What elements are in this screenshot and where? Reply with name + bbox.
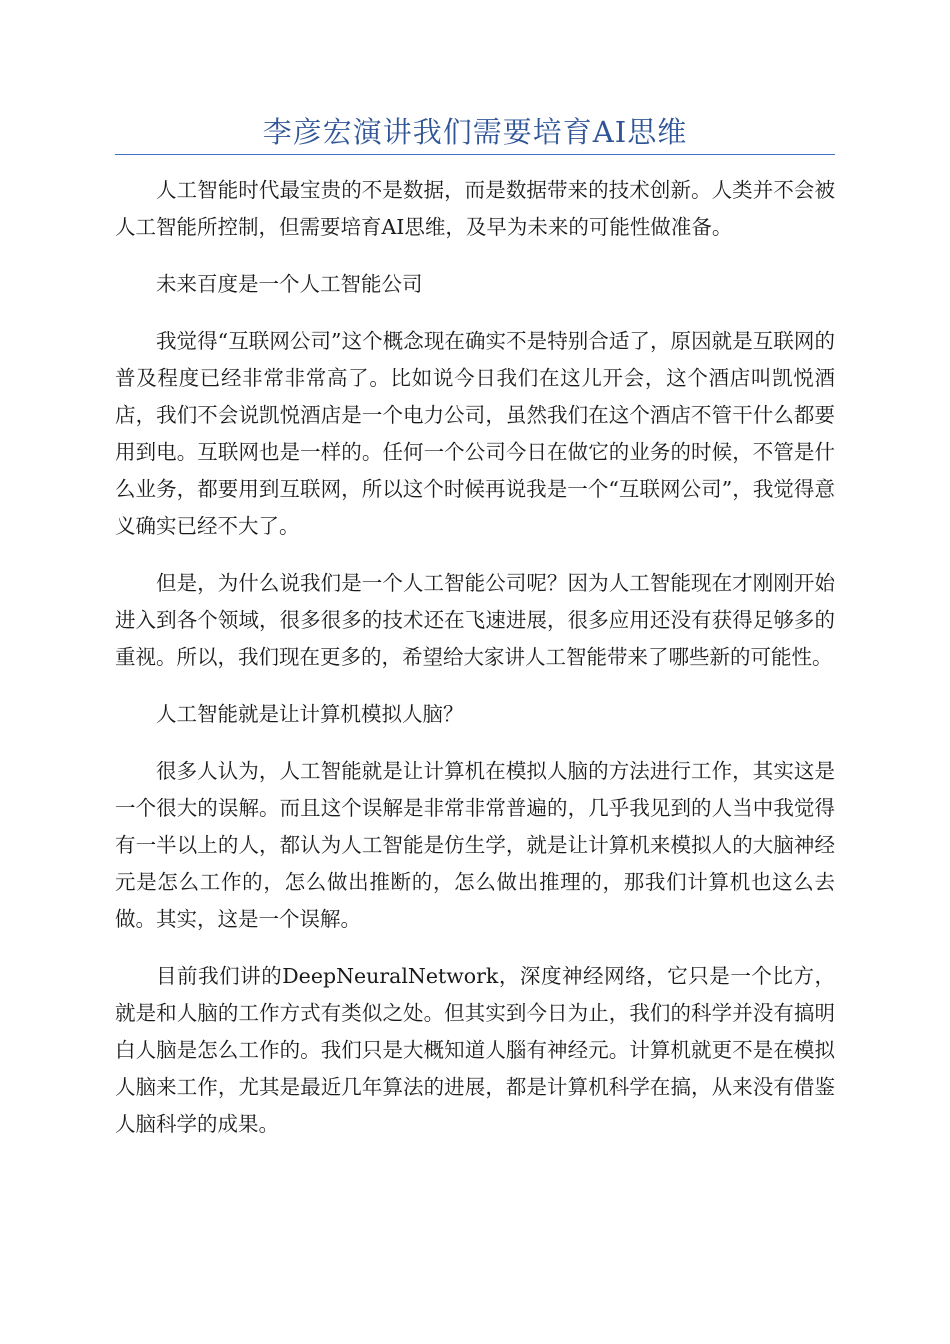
- section-heading-baidu: 未来百度是一个人工智能公司: [156, 272, 423, 296]
- paragraph-deep-neural-network: 目前我们讲的DeepNeuralNetwork，深度神经网络，它只是一个比方，就是和人脑的工作方式有类似之处。但其实到今日为止，我们的科学并没有搞明白人脑是怎么工作的。我们只是大概知道人腦有神经元。计算机就更不是在模拟人脑来工作，尤其是最近几年算法的进展，都是计算机科学在搞，从来没有借鉴人脑科学的成果。: [115, 964, 835, 1136]
- document-body: [115, 172, 835, 1143]
- paragraph-ai-company: 但是，为什么说我们是一个人工智能公司呢？因为人工智能现在才刚刚开始进入到各个领域，很多很多的技术还在飞速进展，很多应用还没有获得足够多的重视。所以，我们现在更多的，希望给大家讲人工智能带来了哪些新的可能性。: [115, 571, 835, 669]
- document-page: [115, 0, 835, 1163]
- paragraph-intro: 人工智能时代最宝贵的不是数据，而是数据带来的技术创新。人类并不会被人工智能所控制，但需要培育AI思维，及早为未来的可能性做准备。: [115, 178, 835, 239]
- paragraph-internet-company: 我觉得“互联网公司”这个概念现在确实不是特别合适了，原因就是互联网的普及程度已经非常非常高了。比如说今日我们在这儿开会，这个酒店叫凯悦酒店，我们不会说凯悦酒店是一个电力公司，虽然我们在这个酒店不管干什么都要用到电。互联网也是一样的。任何一个公司今日在做它的业务的时候，不管是什么业务，都要用到互联网，所以这个时候再说我是一个“互联网公司”，我觉得意义确实已经不大了。: [115, 329, 835, 538]
- paragraph-misconception: 很多人认为，人工智能就是让计算机在模拟人脑的方法进行工作，其实这是一个很大的误解。而且这个误解是非常非常普遍的，几乎我见到的人当中我觉得有一半以上的人，都认为人工智能是仿生学，就是让计算机来模拟人的大脑神经元是怎么工作的，怎么做出推断的，怎么做出推理的，那我们计算机也这么去做。其实，这是一个误解。: [115, 759, 835, 931]
- document-title: 李彦宏演讲我们需要培育AI思维: [262, 115, 688, 149]
- section-heading-brain: 人工智能就是让计算机模拟人脑？: [156, 702, 464, 726]
- title-underline: [115, 154, 835, 155]
